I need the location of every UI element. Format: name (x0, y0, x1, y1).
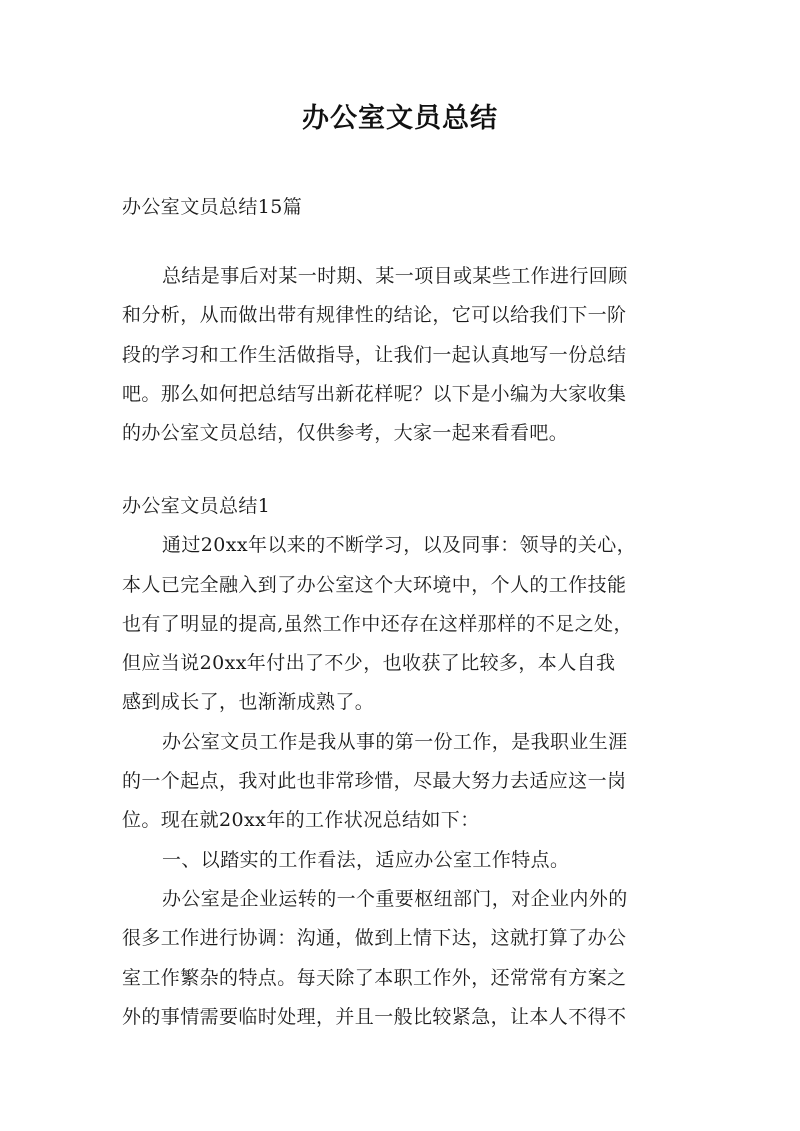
body-line: 也有了明显的提高,虽然工作中还存在这样那样的不足之处， (122, 612, 633, 635)
document-subtitle-block (122, 188, 684, 227)
intro-line: 的办公室文员总结，仅供参考，大家一起来看看吧。 (122, 422, 569, 445)
intro-line: 总结是事后对某一时期、某一项目或某些工作进行回顾 (162, 265, 628, 287)
body-line: 办公室文员工作是我从事的第一份工作，是我职业生涯 (162, 730, 628, 753)
intro-paragraph (122, 257, 684, 453)
intro-line: 和分析，从而做出带有规律性的结论，它可以给我们下一阶 (122, 304, 627, 327)
document-subtitle: 办公室文员总结15篇 (122, 196, 303, 218)
section-body (122, 526, 684, 1037)
body-line: 的一个起点，我对此也非常珍惜，尽最大努力去适应这一岗 (122, 770, 627, 793)
body-line: 感到成长了，也渐渐成熟了。 (122, 691, 375, 714)
body-line: 但应当说20xx年付出了不少，也收获了比较多，本人自我 (122, 652, 616, 675)
document-title: 办公室文员总结 (302, 103, 498, 134)
section-block (122, 487, 684, 1037)
body-line: 外的事情需要临时处理，并且一般比较紧急，让本人不得不 (122, 1005, 627, 1028)
body-line: 位。现在就20xx年的工作状况总结如下： (122, 809, 480, 832)
body-line: 本人已完全融入到了办公室这个大环境中，个人的工作技能 (122, 573, 627, 596)
section-heading: 办公室文员总结1 (122, 495, 271, 517)
body-line: 很多工作进行协调：沟通，做到上情下达，这就打算了办公 (122, 927, 627, 950)
body-line: 办公室是企业运转的一个重要枢纽部门，对企业内外的 (162, 887, 628, 910)
body-line: 一、以踏实的工作看法，适应办公室工作特点。 (162, 848, 570, 871)
intro-line: 段的学习和工作生活做指导，让我们一起认真地写一份总结 (122, 343, 627, 366)
intro-line: 吧。那么如何把总结写出新花样呢？以下是小编为大家收集 (122, 382, 627, 405)
body-line: 室工作繁杂的特点。每天除了本职工作外，还常常有方案之 (122, 966, 627, 989)
body-line: 通过20xx年以来的不断学习，以及同事：领导的关心， (162, 534, 637, 557)
